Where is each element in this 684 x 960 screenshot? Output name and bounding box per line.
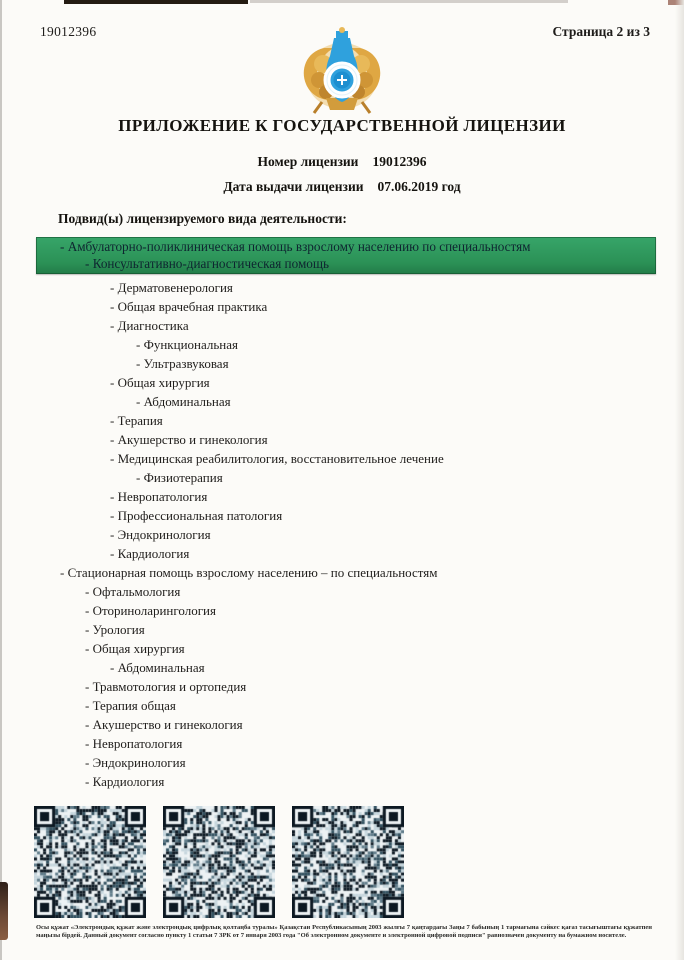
subtype-item: - Амбулаторно-поликлиническая помощь взрослому населению по специальностям [60, 239, 531, 254]
qr-code-2 [163, 806, 275, 918]
subtype-item: - Абдоминальная [136, 394, 231, 409]
subtype-item: - Невропатология [85, 736, 183, 751]
subtype-item: - Терапия общая [85, 698, 176, 713]
subtype-item: - Общая врачебная практика [110, 299, 268, 314]
qr-code-row [34, 806, 404, 918]
page-indicator: Страница 2 из 3 [552, 24, 650, 39]
section-heading: Подвид(ы) лицензируемого вида деятельности: [58, 211, 347, 226]
scan-artifact-top-grey [250, 0, 568, 3]
qr-code-1 [34, 806, 146, 918]
subtype-item: - Невропатология [110, 489, 208, 504]
subtype-item: - Физиотерапия [136, 470, 223, 485]
scan-artifact-left-edge [0, 0, 2, 960]
subtype-item: - Общая хирургия [85, 641, 185, 656]
highlight-band [36, 237, 656, 274]
license-date-line [0, 179, 684, 195]
scan-artifact-bottom-left [0, 882, 8, 940]
subtype-item: - Профессиональная патология [110, 508, 283, 523]
license-number-value: 19012396 [372, 154, 427, 169]
subtype-item: - Общая хирургия [110, 375, 210, 390]
doc-number: 19012396 [40, 24, 97, 39]
kazakhstan-emblem-icon [296, 26, 388, 116]
subtype-item: - Травмотология и ортопедия [85, 679, 247, 694]
license-date-label: Дата выдачи лицензии [223, 179, 364, 194]
document-title: ПРИЛОЖЕНИЕ К ГОСУДАРСТВЕННОЙ ЛИЦЕНЗИИ [118, 116, 566, 135]
subtype-item: - Консультативно-диагностическая помощь [85, 256, 330, 271]
subtype-item: - Урология [85, 622, 145, 637]
subtype-item: - Ультразвуковая [136, 356, 229, 371]
subtype-item: - Абдоминальная [110, 660, 205, 675]
subtype-item: - Офтальмология [85, 584, 181, 599]
license-date-value: 07.06.2019 год [377, 179, 461, 194]
scan-artifact-right-edge [675, 0, 684, 960]
subtype-item: - Эндокринология [110, 527, 211, 542]
subtype-item: - Кардиология [85, 774, 165, 789]
subtype-item: - Функциональная [136, 337, 239, 352]
footnote-text: Осы құжат «Электрондық құжат және электрондық цифрлық қолтаңба туралы» Қазақстан Республикасының 2003 жылғы 7 қаңтардағы Заңы 7 бабының 1 тармағына сәйкес қағаз тасығыштағы құжатпен маңызы бірдей. Данный документ согласно пункту 1 статьи 7 ЗРК от 7 января 2003 года "Об электронном документе и электронной цифровой подписи" равнозначен документу на бумажном носителе. [36, 924, 652, 939]
subtype-list [36, 278, 664, 791]
subtype-item: - Дерматовенерология [110, 280, 233, 295]
qr-code-3 [292, 806, 404, 918]
subtype-item: - Акушерство и гинекология [110, 432, 268, 447]
subtype-item: - Стационарная помощь взрослому населению – по специальностям [60, 565, 438, 580]
subtype-item: - Акушерство и гинекология [85, 717, 243, 732]
scan-artifact-top-dark [64, 0, 248, 4]
license-number-line [0, 154, 684, 170]
subtype-item: - Эндокринология [85, 755, 186, 770]
subtype-item: - Диагностика [110, 318, 189, 333]
subtype-item: - Терапия [110, 413, 163, 428]
subtype-item: - Медицинская реабилитология, восстановительное лечение [110, 451, 444, 466]
license-number-label: Номер лицензии [257, 154, 359, 169]
subtype-item: - Кардиология [110, 546, 190, 561]
subtype-item: - Оториноларингология [85, 603, 216, 618]
